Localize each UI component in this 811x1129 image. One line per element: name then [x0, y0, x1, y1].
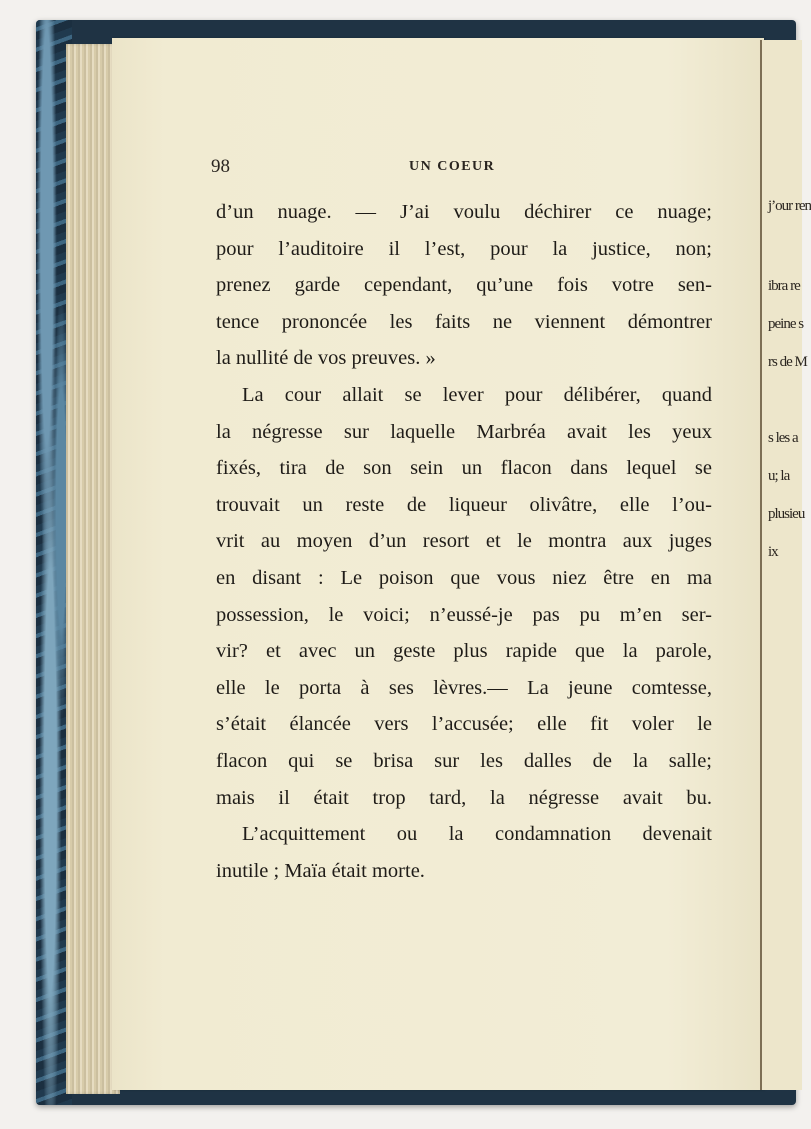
- text-line: s’était élancée vers l’accusée; elle fit voler le: [216, 713, 712, 736]
- page-number: 98: [211, 156, 230, 177]
- text-line: d’un nuage. — J’ai voulu déchirer ce nuage;: [216, 201, 712, 223]
- text-line: vrit au moyen d’un resort et le montra aux juges: [216, 530, 712, 553]
- text-line: elle le porta à ses lèvres.— La jeune comtesse,: [216, 676, 712, 699]
- text-line: inutile ; Maïa était morte.: [216, 859, 425, 882]
- facing-fragment: rs de M: [768, 354, 807, 370]
- text-line: trouvait un reste de liqueur olivâtre, elle l’ou-: [216, 493, 712, 516]
- facing-fragment: u; la: [768, 468, 790, 484]
- facing-fragment: j’our ren: [768, 198, 811, 214]
- text-line: La cour allait se lever pour délibérer, quand: [242, 383, 712, 406]
- running-head: UN COEUR: [409, 159, 496, 174]
- facing-page-edge: [760, 40, 811, 1090]
- facing-fragment: ibra re: [768, 278, 800, 294]
- facing-fragment: peine s: [768, 316, 804, 332]
- text-line: la nullité de vos preuves. »: [216, 347, 436, 370]
- facing-fragment: plusieu: [768, 506, 805, 522]
- text-line: flacon qui se brisa sur les dalles de la salle;: [216, 749, 712, 772]
- page-header: [211, 156, 741, 182]
- text-line: L’acquittement ou la condamnation devenait: [242, 823, 712, 846]
- facing-fragment: s les a: [768, 430, 798, 446]
- text-line: pour l’auditoire il l’est, pour la justice, non;: [216, 237, 712, 260]
- text-line: vir? et avec un geste plus rapide que la parole,: [216, 640, 712, 663]
- text-line: en disant : Le poison que vous niez être en ma: [216, 566, 712, 589]
- facing-fragment: ix: [768, 544, 778, 560]
- text-line: fixés, tira de son sein un flacon dans lequel se: [216, 457, 712, 480]
- text-line: possession, le voici; n’eussé-je pas pu m’en ser-: [216, 603, 712, 626]
- text-line: la négresse sur laquelle Marbréa avait les yeux: [216, 420, 712, 443]
- text-line: mais il était trop tard, la négresse avait bu.: [216, 786, 712, 809]
- text-line: tence prononcée les faits ne viennent démontrer: [216, 310, 712, 333]
- body-text: [216, 194, 712, 889]
- text-line: prenez garde cependant, qu’une fois votre sen-: [216, 274, 712, 297]
